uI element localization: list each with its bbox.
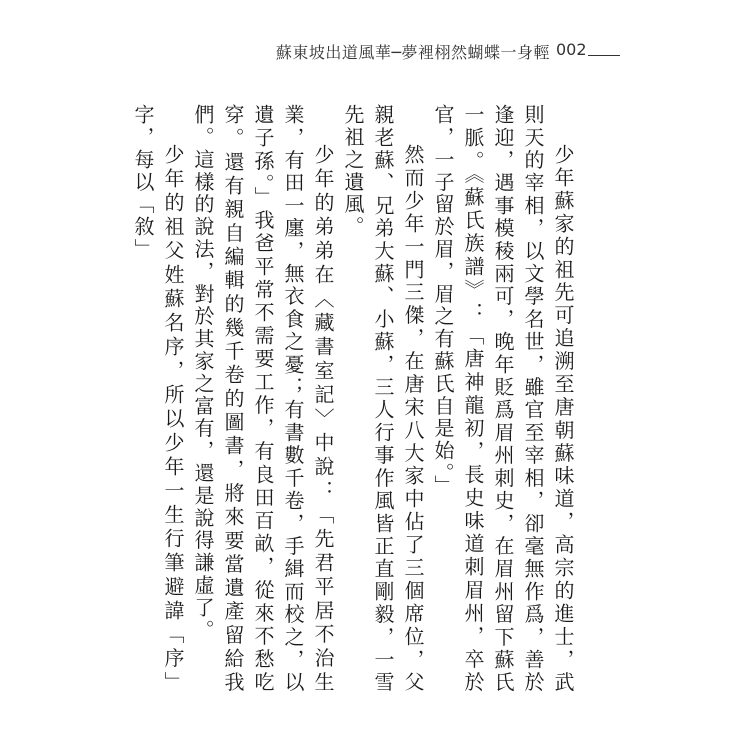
paragraph-2: 然而少年一門三傑，在唐宋八大家中佔了三個席位，父親老蘇、兄弟大蘇、小蘇，三人行事作風皆正直剛毅，一雪先祖之遺風。: [341, 104, 425, 694]
body-text: [131, 104, 578, 694]
header-rule: [588, 55, 620, 56]
paragraph-4: 少年的祖父姓蘇名序，所以少年一生行筆避諱「序」字，每以「敘」: [131, 104, 185, 694]
paragraph-1: 少年蘇家的祖先可追溯至唐朝蘇味道，高宗的進士，武則天的宰相，以文學名世，雖官至宰相，卻毫無作爲，善於逢迎，遇事模稜兩可，晚年貶爲眉州刺史，在眉州留下蘇氏一脈。《蘇氏族譜》：「唐神龍初，長史味道刺眉州，卒於官，一子留於眉，眉之有蘇氏自是始。」: [431, 104, 575, 694]
page-number: 002: [556, 40, 587, 59]
running-title: 蘇東坡出道風華─夢裡栩然蝴蝶一身輕: [275, 43, 550, 62]
running-header: [0, 38, 750, 62]
paragraph-3: 少年的弟弟在〈藏書室記〉中說：「先君平居不治生業，有田一廛，無衣食之憂；有書數千卷，手緝而校之，以遺子孫。」我爸平常不需要工作，有良田百畝，從來不愁吃穿。還有親自編輯的幾千卷的圖書，將來要當遺產留給我們。這樣的說法，對於其家之富有，還是說得謙虛了。: [191, 104, 335, 694]
